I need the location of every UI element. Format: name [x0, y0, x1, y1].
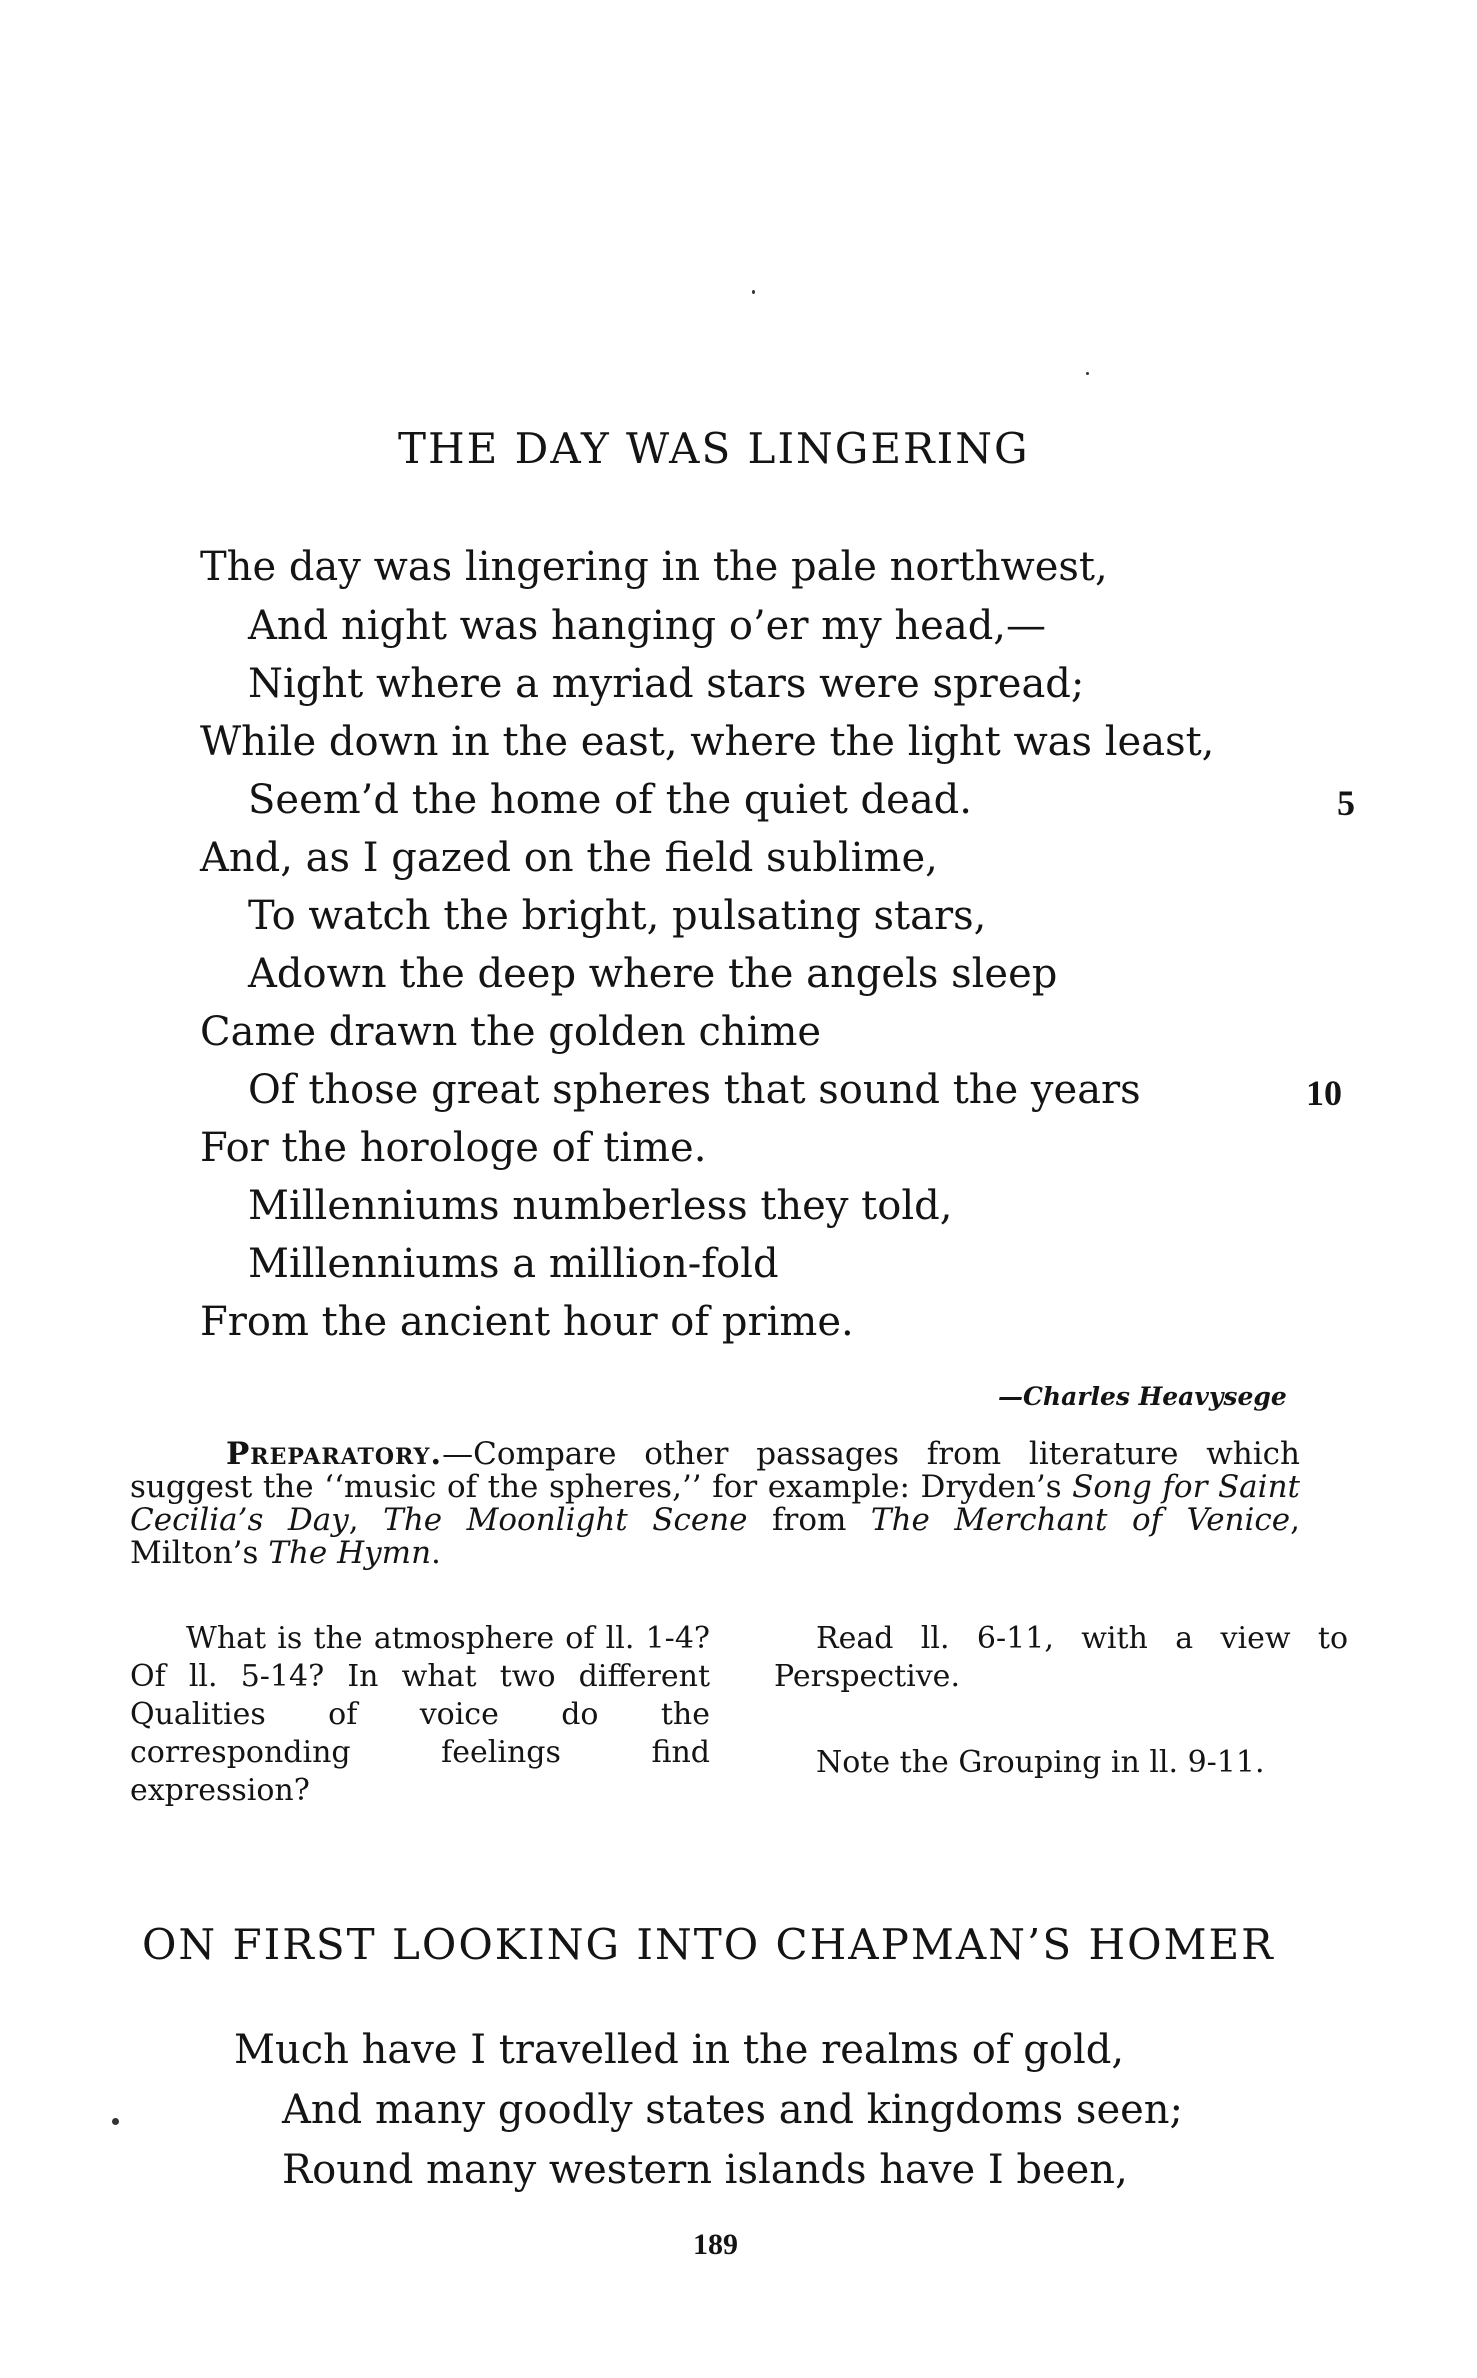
question-right-2: Note the Grouping in ll. 9-11. — [816, 1745, 1265, 1780]
poem-line: Millenniums numberless they told, — [248, 1183, 953, 1229]
attribution: —Charles Heavysege — [998, 1382, 1287, 1411]
poem-line: And night was hanging o’er my head,— — [248, 603, 1047, 649]
work-title: The Merchant of Venice — [870, 1502, 1291, 1538]
poem-line: Seem’d the home of the quiet dead. — [248, 777, 972, 823]
poem-line: Much have I travelled in the realms of gold, — [234, 2027, 1125, 2073]
poem-line: From the ancient hour of prime. — [200, 1299, 854, 1345]
print-speck — [112, 2118, 119, 2125]
work-title: The Hymn — [268, 1535, 432, 1571]
line-number: 5 — [1337, 783, 1355, 823]
poem-title: ON FIRST LOOKING INTO CHAPMAN’S HOMER — [142, 1920, 1275, 1969]
poem-line: To watch the bright, pulsating stars, — [248, 893, 987, 939]
line-number: 10 — [1306, 1073, 1342, 1113]
poem-line: While down in the east, where the light was least, — [200, 719, 1215, 765]
question-left: What is the atmosphere of ll. 1-4? Of ll. 5-14? In what two different Qualities of voice do the corresponding feelings find expression? — [130, 1621, 710, 1808]
poem-line: And, as I gazed on the field sublime, — [200, 835, 938, 881]
poem-line: The day was lingering in the pale northwest, — [200, 544, 1108, 590]
preparatory-note: Preparatory.—Compare other passages from literature which suggest the ‘‘music of the spheres,’’ for example: Dryden’s Song for Saint Cecilia’s Day, The Moonlight Scene from The Merchant of Venice, Milton’s The Hymn. — [130, 1436, 1300, 1571]
poem-line: Adown the deep where the angels sleep — [248, 951, 1058, 997]
work-title: Song for Saint Cecilia’s Day — [130, 1469, 1300, 1538]
print-speck — [1086, 372, 1089, 375]
preparatory-label: Preparatory. — [226, 1436, 443, 1472]
poem-line: Of those great spheres that sound the years — [248, 1067, 1141, 1113]
poem-line: Came drawn the golden chime — [200, 1009, 822, 1055]
poem-line: Night where a myriad stars were spread; — [248, 661, 1085, 707]
poem-line: And many goodly states and kingdoms seen; — [282, 2087, 1184, 2133]
poem-line: For the horologe of time. — [200, 1125, 707, 1171]
print-speck — [752, 290, 755, 294]
work-title: The Moonlight Scene — [383, 1502, 748, 1538]
page-number: 189 — [693, 2228, 738, 2261]
question-right-1: Read ll. 6-11, with a view to Perspective. — [774, 1621, 1348, 1694]
poem-line: Round many western islands have I been, — [282, 2147, 1128, 2193]
poem-title: THE DAY WAS LINGERING — [398, 424, 1030, 473]
poem-line: Millenniums a million-fold — [248, 1241, 779, 1287]
